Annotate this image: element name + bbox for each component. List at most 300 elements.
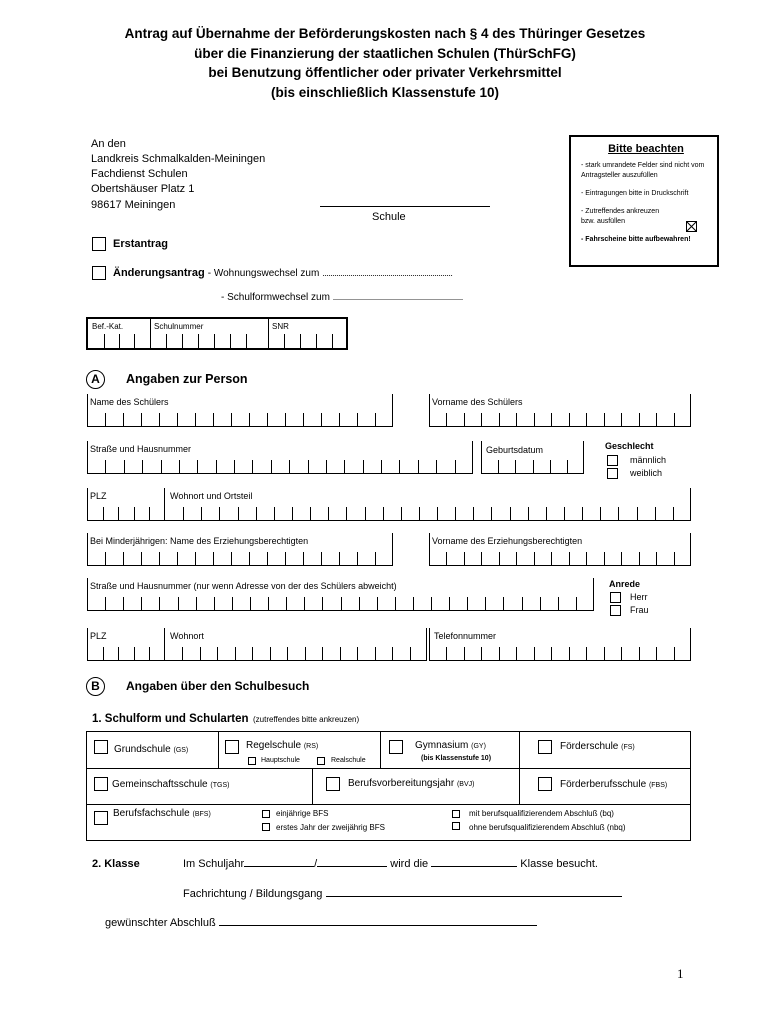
comb-tick [481, 552, 482, 566]
comb-tick [534, 552, 535, 566]
comb-tick [231, 552, 232, 566]
comb-tick [287, 647, 288, 661]
aenderungsantrag-checkbox[interactable] [92, 266, 106, 280]
berufsfachschule-label: Berufsfachschule [113, 808, 190, 819]
plz2-label: PLZ [90, 631, 107, 641]
comb-tick [499, 413, 500, 427]
schuljahr-from-line[interactable] [244, 866, 314, 867]
comb-tick [498, 460, 499, 474]
berufsfachschule-option [113, 808, 211, 819]
comb-tick [123, 597, 124, 611]
gymnasium-checkbox[interactable] [389, 740, 403, 754]
maennlich-label: männlich [630, 455, 667, 465]
berufsfachschule-abbr: (BFS) [192, 811, 211, 818]
comb-tick [285, 552, 286, 566]
gemeinschaftsschule-option [112, 779, 229, 790]
comb-tick [446, 647, 447, 661]
comb-tick [467, 597, 468, 611]
realschule-label: Realschule [331, 757, 366, 764]
schulform-hint: (zutreffendes bitte ankreuzen) [253, 715, 360, 724]
comb-tick [134, 507, 135, 521]
comb-tick [655, 507, 656, 521]
comb-tick [316, 334, 317, 348]
gemeinschaftsschule-abbr: (TGS) [210, 782, 230, 789]
comb-tick [123, 413, 124, 427]
comb-tick [357, 552, 358, 566]
comb-tick [213, 552, 214, 566]
crossed-checkbox-icon [686, 221, 697, 232]
comb-tick [271, 460, 272, 474]
bef-kat-label: Bef.-Kat. [92, 322, 124, 331]
comb-tick [481, 413, 482, 427]
weiblich-checkbox[interactable] [607, 468, 618, 479]
comb-tick [569, 552, 570, 566]
comb-tick [586, 647, 587, 661]
notice-item: - Fahrscheine bitte aufbewahren! [581, 236, 691, 243]
comb-tick [149, 647, 150, 661]
comb-tick [534, 413, 535, 427]
comb-tick [230, 334, 231, 348]
comb-tick [418, 460, 419, 474]
fachrichtung-label: Fachrichtung / Bildungsgang [183, 888, 323, 900]
comb-tick [252, 647, 253, 661]
address-line: Landkreis Schmalkalden-Meiningen [91, 153, 266, 165]
comb-tick [249, 413, 250, 427]
abschluss-line[interactable] [219, 925, 537, 926]
abschluss-row [105, 917, 537, 929]
recipient-address [91, 137, 265, 213]
address-line: Obertshäuser Platz 1 [91, 183, 195, 195]
section-a-badge: A [86, 370, 105, 389]
geburtsdatum-field[interactable] [481, 441, 584, 474]
comb-tick [216, 460, 217, 474]
comb-tick [346, 507, 347, 521]
name-schueler-label: Name des Schülers [90, 397, 169, 407]
comb-tick [618, 507, 619, 521]
comb-tick [328, 507, 329, 521]
comb-tick [308, 460, 309, 474]
notice-item: - stark umrandete Felder sind nicht vom Antragsteller auszufüllen [581, 162, 705, 179]
comb-tick [639, 552, 640, 566]
comb-tick [621, 647, 622, 661]
comb-tick [200, 647, 201, 661]
comb-tick [491, 507, 492, 521]
comb-tick [499, 552, 500, 566]
comb-tick [363, 460, 364, 474]
comb-tick [576, 597, 577, 611]
comb-tick [195, 413, 196, 427]
comb-tick [449, 597, 450, 611]
einjaehrige-bfs-label: einjährige BFS [276, 809, 329, 818]
schulformwechsel-dots[interactable]: ................................................................. [332, 292, 463, 302]
comb-tick [339, 413, 340, 427]
comb-tick [485, 597, 486, 611]
mit-abschluss-checkbox[interactable] [452, 810, 460, 818]
comb-tick [377, 597, 378, 611]
comb-tick [267, 552, 268, 566]
comb-tick [103, 507, 104, 521]
foerderberufsschule-abbr: (FBS) [648, 782, 668, 789]
klasse-row: Im Schuljahr / wird die Klasse besucht. [183, 858, 598, 870]
comb-tick [321, 552, 322, 566]
section-b-title: Angaben über den Schulbesuch [126, 679, 310, 693]
schulform-heading [92, 709, 359, 727]
address-line: An den [91, 138, 126, 150]
comb-tick [357, 413, 358, 427]
comb-tick [621, 413, 622, 427]
strasse-field[interactable] [87, 441, 473, 474]
comb-tick [639, 647, 640, 661]
comb-tick [341, 597, 342, 611]
comb-tick [464, 552, 465, 566]
foerderschule-label: Förderschule [560, 741, 619, 752]
schule-input-line[interactable] [320, 206, 490, 207]
document-title [0, 24, 770, 102]
gymnasium-option [415, 740, 486, 751]
maennlich-checkbox[interactable] [607, 455, 618, 466]
bvj-checkbox[interactable] [326, 777, 340, 791]
comb-tick [446, 413, 447, 427]
comb-tick [159, 552, 160, 566]
notice-box [569, 135, 719, 267]
schulform-title: 1. Schulform und Schularten [92, 713, 249, 725]
comb-tick [392, 647, 393, 661]
comb-tick [569, 647, 570, 661]
telefon-label: Telefonnummer [434, 631, 497, 641]
comb-tick [235, 647, 236, 661]
comb-tick [359, 597, 360, 611]
section-a-title: Angaben zur Person [126, 372, 248, 386]
foerderberufsschule-option [560, 779, 667, 790]
comb-tick [473, 507, 474, 521]
comb-tick [179, 460, 180, 474]
berufsfachschule-checkbox[interactable] [94, 811, 108, 825]
comb-tick [399, 460, 400, 474]
comb-tick [141, 597, 142, 611]
comb-tick [455, 507, 456, 521]
comb-tick [446, 552, 447, 566]
klasse-text-wird: wird die [390, 858, 429, 870]
comb-tick [182, 334, 183, 348]
title-line-4: (bis einschließlich Klassenstufe 10) [270, 84, 500, 100]
comb-tick [196, 597, 197, 611]
plz2-field[interactable] [87, 628, 165, 661]
schulformwechsel-label: - Schulformwechsel zum [221, 292, 330, 303]
comb-tick [219, 507, 220, 521]
mit-abschluss-label: mit berufsqualifizierendem Abschluß (bq) [469, 809, 614, 818]
vorname-schueler-label: Vorname des Schülers [432, 397, 523, 407]
fachrichtung-line[interactable] [326, 896, 622, 897]
einjaehrige-bfs-checkbox[interactable] [262, 810, 270, 818]
strasse-abweichend-field[interactable] [87, 578, 594, 611]
comb-tick [546, 507, 547, 521]
bvj-label: Berufsvorbereitungsjahr [348, 778, 455, 789]
comb-tick [286, 597, 287, 611]
foerderberufsschule-checkbox[interactable] [538, 777, 552, 791]
comb-tick [503, 597, 504, 611]
comb-tick [182, 647, 183, 661]
comb-tick [395, 597, 396, 611]
comb-tick [673, 507, 674, 521]
office-box-ticks [88, 334, 346, 348]
comb-tick [621, 552, 622, 566]
comb-tick [550, 460, 551, 474]
comb-tick [586, 413, 587, 427]
comb-tick [322, 597, 323, 611]
comb-tick [436, 460, 437, 474]
comb-tick [569, 413, 570, 427]
comb-tick [604, 413, 605, 427]
comb-tick [197, 460, 198, 474]
comb-tick [381, 460, 382, 474]
comb-tick [656, 413, 657, 427]
wohnort-field[interactable] [165, 628, 427, 661]
comb-tick [123, 552, 124, 566]
comb-tick [119, 334, 120, 348]
notice-heading: Bitte beachten [608, 143, 684, 155]
comb-tick [604, 552, 605, 566]
comb-tick [375, 413, 376, 427]
comb-tick [533, 460, 534, 474]
comb-tick [201, 507, 202, 521]
comb-tick [177, 413, 178, 427]
name-erziehungsberechtigte-label: Bei Minderjährigen: Name des Erziehungsberechtigten [90, 536, 309, 546]
wohnort-label: Wohnort [170, 631, 204, 641]
comb-tick [340, 647, 341, 661]
comb-tick [558, 597, 559, 611]
vorname-schueler-field[interactable] [429, 394, 691, 427]
realschule-checkbox[interactable] [317, 757, 325, 765]
comb-tick [515, 460, 516, 474]
comb-tick [159, 597, 160, 611]
schuljahr-to-line[interactable] [317, 866, 387, 867]
comb-tick [551, 647, 552, 661]
comb-tick [510, 507, 511, 521]
comb-tick [149, 507, 150, 521]
comb-tick [419, 507, 420, 521]
comb-tick [217, 647, 218, 661]
abschluss-label: gewünschter Abschluß [105, 917, 216, 929]
herr-label: Herr [630, 592, 648, 602]
grundschule-label: Grundschule [114, 744, 171, 755]
comb-tick [321, 413, 322, 427]
aenderungsantrag-label: Änderungsantrag [113, 267, 205, 279]
comb-tick [267, 413, 268, 427]
erstes-jahr-label: erstes Jahr der zweijährig BFS [276, 823, 385, 832]
comb-tick [268, 597, 269, 611]
geburtsdatum-label: Geburtsdatum [486, 445, 544, 455]
schulnummer-label: Schulnummer [154, 322, 204, 331]
comb-tick [305, 647, 306, 661]
klasse-number-line[interactable] [431, 866, 517, 867]
office-use-box [86, 317, 348, 350]
frau-checkbox[interactable] [610, 605, 621, 616]
title-line-3: bei Benutzung öffentlicher oder privater Verkehrsmittel [208, 65, 562, 80]
foerderschule-option [560, 741, 635, 752]
comb-tick [274, 507, 275, 521]
schulformwechsel-row [221, 292, 463, 303]
gemeinschaftsschule-checkbox[interactable] [94, 777, 108, 791]
gymnasium-note: (bis Klassenstufe 10) [421, 755, 492, 762]
comb-tick [551, 552, 552, 566]
comb-tick [516, 552, 517, 566]
comb-tick [256, 507, 257, 521]
comb-tick [604, 647, 605, 661]
comb-tick [178, 597, 179, 611]
regelschule-abbr: (RS) [303, 743, 319, 750]
comb-tick [528, 507, 529, 521]
fachrichtung-row [183, 888, 622, 900]
comb-tick [159, 413, 160, 427]
hauptschule-label: Hauptschule [261, 757, 300, 764]
address-line: Fachdienst Schulen [91, 168, 188, 180]
comb-tick [401, 507, 402, 521]
klasse-text-schuljahr: Im Schuljahr [183, 858, 245, 870]
comb-tick [134, 647, 135, 661]
telefon-field[interactable] [429, 628, 691, 661]
comb-tick [105, 413, 106, 427]
plz-label: PLZ [90, 491, 107, 501]
comb-tick [339, 552, 340, 566]
comb-tick [522, 597, 523, 611]
ohne-abschluss-checkbox[interactable] [452, 822, 460, 830]
comb-tick [270, 647, 271, 661]
comb-tick [322, 647, 323, 661]
weiblich-label: weiblich [630, 468, 663, 478]
name-schueler-field[interactable] [87, 394, 393, 427]
comb-tick [455, 460, 456, 474]
hauptschule-checkbox[interactable] [248, 757, 256, 765]
comb-tick [249, 552, 250, 566]
comb-tick [431, 597, 432, 611]
comb-tick [582, 507, 583, 521]
wohnungswechsel-label: - Wohnungswechsel zum [207, 268, 320, 279]
grundschule-abbr: (GS) [173, 747, 189, 754]
comb-tick [637, 507, 638, 521]
comb-tick [103, 647, 104, 661]
comb-tick [310, 507, 311, 521]
comb-tick [292, 507, 293, 521]
klasse-text-besucht: Klasse besucht. [520, 858, 598, 870]
comb-tick [177, 552, 178, 566]
comb-tick [214, 334, 215, 348]
snr-label: SNR [272, 322, 289, 331]
gymnasium-label: Gymnasium [415, 740, 469, 751]
frau-label: Frau [630, 605, 649, 615]
comb-tick [303, 413, 304, 427]
wohnort-ortsteil-label: Wohnort und Ortsteil [170, 491, 253, 501]
comb-tick [213, 413, 214, 427]
comb-tick [183, 507, 184, 521]
regelschule-label: Regelschule [246, 740, 302, 751]
comb-tick [464, 647, 465, 661]
comb-tick [142, 460, 143, 474]
comb-tick [551, 413, 552, 427]
comb-tick [332, 334, 333, 348]
section-b-badge: B [86, 677, 105, 696]
gymnasium-abbr: (GY) [471, 743, 486, 750]
comb-tick [285, 413, 286, 427]
foerderberufsschule-label: Förderberufsschule [560, 779, 647, 790]
herr-checkbox[interactable] [610, 592, 621, 603]
klasse-label: 2. Klasse [92, 858, 140, 870]
comb-tick [437, 507, 438, 521]
bvj-option [348, 778, 474, 789]
comb-tick [304, 597, 305, 611]
comb-tick [231, 413, 232, 427]
comb-tick [238, 507, 239, 521]
comb-tick [161, 460, 162, 474]
schule-label: Schule [372, 211, 406, 223]
comb-tick [375, 552, 376, 566]
title-line-2: über die Finanzierung der staatlichen Schulen (ThürSchFG) [194, 45, 576, 61]
notice-item: - Zutreffendes ankreuzen bzw. ausfüllen [581, 208, 660, 225]
comb-tick [365, 507, 366, 521]
comb-tick [534, 647, 535, 661]
regelschule-option [246, 740, 318, 751]
comb-tick [166, 334, 167, 348]
comb-tick [499, 647, 500, 661]
comb-tick [300, 334, 301, 348]
erstantrag-checkbox[interactable] [92, 237, 106, 251]
comb-tick [284, 334, 285, 348]
comb-tick [124, 460, 125, 474]
foerderschule-checkbox[interactable] [538, 740, 552, 754]
name-erziehungsberechtigte-field[interactable] [87, 533, 393, 566]
erstes-jahr-checkbox[interactable] [262, 823, 270, 831]
comb-tick [105, 597, 106, 611]
comb-tick [195, 552, 196, 566]
comb-tick [214, 597, 215, 611]
comb-tick [234, 460, 235, 474]
comb-tick [303, 552, 304, 566]
wohnungswechsel-dots[interactable]: ................................................................. [322, 268, 453, 278]
comb-tick [516, 647, 517, 661]
comb-tick [105, 552, 106, 566]
comb-tick [410, 647, 411, 661]
comb-tick [232, 597, 233, 611]
comb-tick [198, 334, 199, 348]
comb-tick [383, 507, 384, 521]
notice-item: - Eintragungen bitte in Druckschrift [581, 190, 689, 197]
comb-tick [141, 552, 142, 566]
wohnort-ortsteil-field[interactable] [165, 488, 691, 521]
comb-tick [586, 552, 587, 566]
comb-tick [134, 334, 135, 348]
comb-tick [104, 334, 105, 348]
regelschule-checkbox[interactable] [225, 740, 239, 754]
gemeinschaftsschule-label: Gemeinschaftsschule [112, 779, 208, 790]
address-line: 98617 Meiningen [91, 199, 176, 211]
comb-tick [540, 597, 541, 611]
comb-tick [118, 507, 119, 521]
strasse-label: Straße und Hausnummer [90, 444, 192, 454]
comb-tick [464, 413, 465, 427]
vorname-erziehungsberechtigte-field[interactable] [429, 533, 691, 566]
comb-tick [600, 507, 601, 521]
geschlecht-label: Geschlecht [605, 441, 654, 451]
grundschule-option [114, 744, 188, 755]
comb-tick [375, 647, 376, 661]
comb-tick [656, 552, 657, 566]
comb-tick [639, 413, 640, 427]
comb-tick [118, 647, 119, 661]
comb-tick [674, 552, 675, 566]
plz-field[interactable] [87, 488, 165, 521]
comb-tick [344, 460, 345, 474]
grundschule-checkbox[interactable] [94, 740, 108, 754]
foerderschule-abbr: (FS) [621, 744, 635, 751]
